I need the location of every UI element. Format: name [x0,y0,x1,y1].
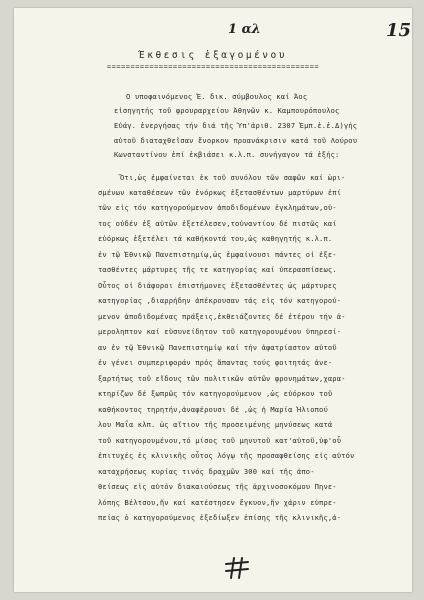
text-line: εὐόρκως ἐξετέλει τά καθήκοντά του,ὡς καθηγητής κ.λ.π. [98,234,333,243]
text-line: Κωνσταντίνου ἐπί ἐκβιάσει κ.λ.π. συνήγαγον τά ἑξής: [114,150,340,159]
text-line: τος οὐδέν ἐξ αὐτῶν ἐξετέλεσεν,τοὐναντίον δέ πιστῶς καί [98,219,337,228]
text-line: τοῦ κατηγορουμένου,τό μίσος τοῦ μηνυτοῦ κατ'αὐτοῦ,ὑφ'οὗ [98,436,342,445]
text-line: λόπης Βέλτσου,ἥν καί κατέστησεν ἔγκυον,ἥν χάριν εὐπρε- [98,498,337,507]
text-line: κατηγορίας ,διαρρήδην ἀπέκρουσαν τάς εἰς τόν κατηγορού- [98,296,342,305]
text-line: σμένων καταθέσεων τῶν ἐνόρκως ἐξετασθέντων μαρτύρων ἐπί [98,188,342,197]
text-line: λου Μαΐα κλπ. ὡς αἴτιον τῆς προσειμένης μηνύσεως κατά [98,420,333,429]
text-line: τῶν εἰς τόν κατηγορούμενον ἀποδιδομένων ἐγκλημάτων,οὐ- [98,203,337,212]
title-underline: ============================================= [106,63,320,71]
text-line: θείσεως εἰς αὐτόν διακαιούσεως τῆς ἀρχινοσοκόμου Πηνε- [98,482,337,491]
text-line: ἐν τῷ Ἐθνικῷ Πανεπιστημίῳ,ὡς ἐμφαίνουσι πάντες οἱ ἐξε- [98,250,337,259]
text-line: κτηρίζων δέ ξωπρῶς τόν κατηγορούμενον ,ὡς εὐόρκον τοῦ [98,389,333,398]
document-page [14,8,412,592]
text-line: ἐν γένει συμπεριφοράν πρός ἅπαντας τούς φοιτητάς ἀνε- [98,358,333,367]
text-line: εἰσηγητής τοῦ φρουραρχείου Ἀθηνῶν κ. Καμπουρόπουλος [114,106,340,115]
text-line: πείας ὁ κατηγορούμενος ἐξεδίωξεν ἐπίσης τῆς κλινικῆς,ἀ- [98,513,342,522]
text-line: μενον ἀποδιδομένας πράξεις,ἐκθειάζοντες δέ ἐτέρου τήν ἀ- [98,312,346,321]
text-line: ἐπιτυχές ἐς κλινικῆς οὗτος λόγῳ τῆς προσαφθείσης εἰς αὐτόν [98,451,355,460]
text-line: Εὐάγ. ἐνεργήσας τήν διά τῆς Ὑπ'ἀριθ. 2307 Ἐμπ.ἐ.ἐ.Δ)γής [114,121,358,130]
text-line: καταχρήσεως κυρίας τινός δραχμῶν 300 καί τῆς ἀπο- [98,467,315,476]
text-line: Οὗτος οἱ διάφοροι ἐπιστήμονες ἐξετασθέντες ὡς μάρτυρες [98,281,337,290]
document-title: Έκθεσις ἐξαγομένου [139,50,287,61]
handwritten-end-mark [222,556,252,580]
text-line: Ὅτι,ὡς ἐμφαίνεται ἐκ τοῦ συνόλου τῶν σαφῶν καί ὡρι- [120,173,346,182]
text-line: Ο υποφαινόμενος Έ. δικ. σύμβουλος καί Άος [126,92,308,101]
text-line: αν ἐν τῷ Ἐθνικῷ Πανεπιστημίῳ καί τήν ἀφατρίαστον αὐτοῦ [98,343,337,352]
text-line: καθήκοντος τηρητήν,ἀναφέρουσι δέ ,ὡς ἡ Μαρία Ἠλιοπού [98,405,328,414]
text-line: αὐτοῦ διαταχθεῖσαν ἔνορκον προανάκρισιν κατά τοῦ Λούρου [114,136,358,145]
text-line: μεροληπτον καί εὐσυνείδητον τοῦ κατηγορουμένου ὑπηρεσί- [98,327,342,336]
text-line: τασθέντες μάρτυρες τῆς τε κατηγορίας καί ὑπερασπίσεως. [98,265,337,274]
handwritten-folio-mark: 1 αλ [228,22,261,37]
text-line: ξαρτήτως τοῦ εἴδους τῶν πολιτικῶν αὐτῶν φρονημάτων,χαρα- [98,374,346,383]
handwritten-corner-mark: 15 [386,20,412,41]
